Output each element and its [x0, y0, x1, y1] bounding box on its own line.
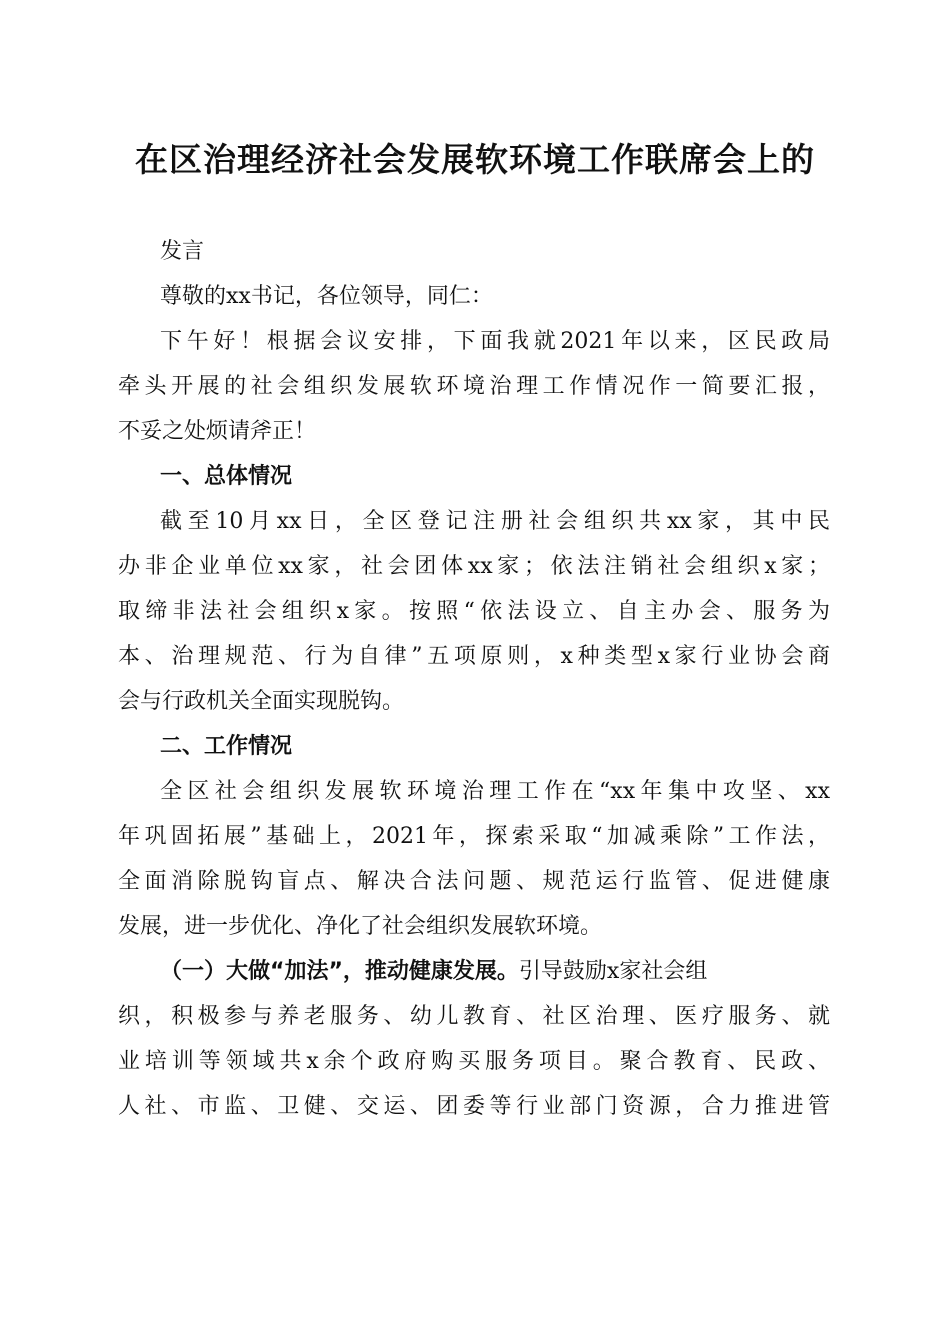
subsection1-line-3: 业培训等领域共x余个政府购买服务项目。聚合教育、民政、 [118, 1049, 830, 1074]
salutation: 尊敬的xx书记，各位领导，同仁： [160, 284, 493, 309]
subsection1-line-4: 人社、市监、卫健、交运、团委等行业部门资源，合力推进管 [118, 1094, 830, 1119]
subsection1-heading: （一）大做“加法”，推动健康发展。 [160, 959, 519, 984]
section2-line-3: 全面消除脱钩盲点、解决合法问题、规范运行监管、促进健康 [118, 869, 830, 894]
section2-line-1: 全区社会组织发展软环境治理工作在“xx年集中攻坚、xx [160, 779, 830, 804]
title-continuation: 发言 [160, 239, 205, 264]
section1-line-4: 本、治理规范、行为自律”五项原则，x种类型x家行业协会商 [118, 644, 830, 669]
section2-line-4: 发展，进一步优化、净化了社会组织发展软环境。 [118, 914, 603, 939]
intro-line-2: 牵头开展的社会组织发展软环境治理工作情况作一简要汇报， [118, 374, 830, 399]
section1-line-2: 办非企业单位xx家，社会团体xx家；依法注销社会组织x家； [118, 554, 830, 579]
section2-line-2: 年巩固拓展”基础上，2021年，探索采取“加减乘除”工作法， [118, 824, 830, 849]
section-heading-overview: 一、总体情况 [160, 464, 293, 489]
intro-line-1: 下午好！根据会议安排，下面我就2021年以来，区民政局 [160, 329, 830, 354]
subsection1-line-1 [160, 950, 830, 994]
subsection1-line-2: 织，积极参与养老服务、幼儿教育、社区治理、医疗服务、就 [118, 1004, 830, 1029]
subsection1-first-text: 引导鼓励x家社会组 [518, 959, 708, 984]
section1-line-5: 会与行政机关全面实现脱钩。 [118, 689, 405, 714]
section-heading-work: 二、工作情况 [160, 734, 293, 759]
section1-line-1: 截至10月xx日，全区登记注册社会组织共xx家，其中民 [160, 509, 830, 534]
document-title: 在区治理经济社会发展软环境工作联席会上的 [135, 140, 815, 179]
intro-line-3: 不妥之处烦请斧正！ [118, 419, 317, 444]
section1-line-3: 取缔非法社会组织x家。按照“依法设立、自主办会、服务为 [118, 599, 830, 624]
